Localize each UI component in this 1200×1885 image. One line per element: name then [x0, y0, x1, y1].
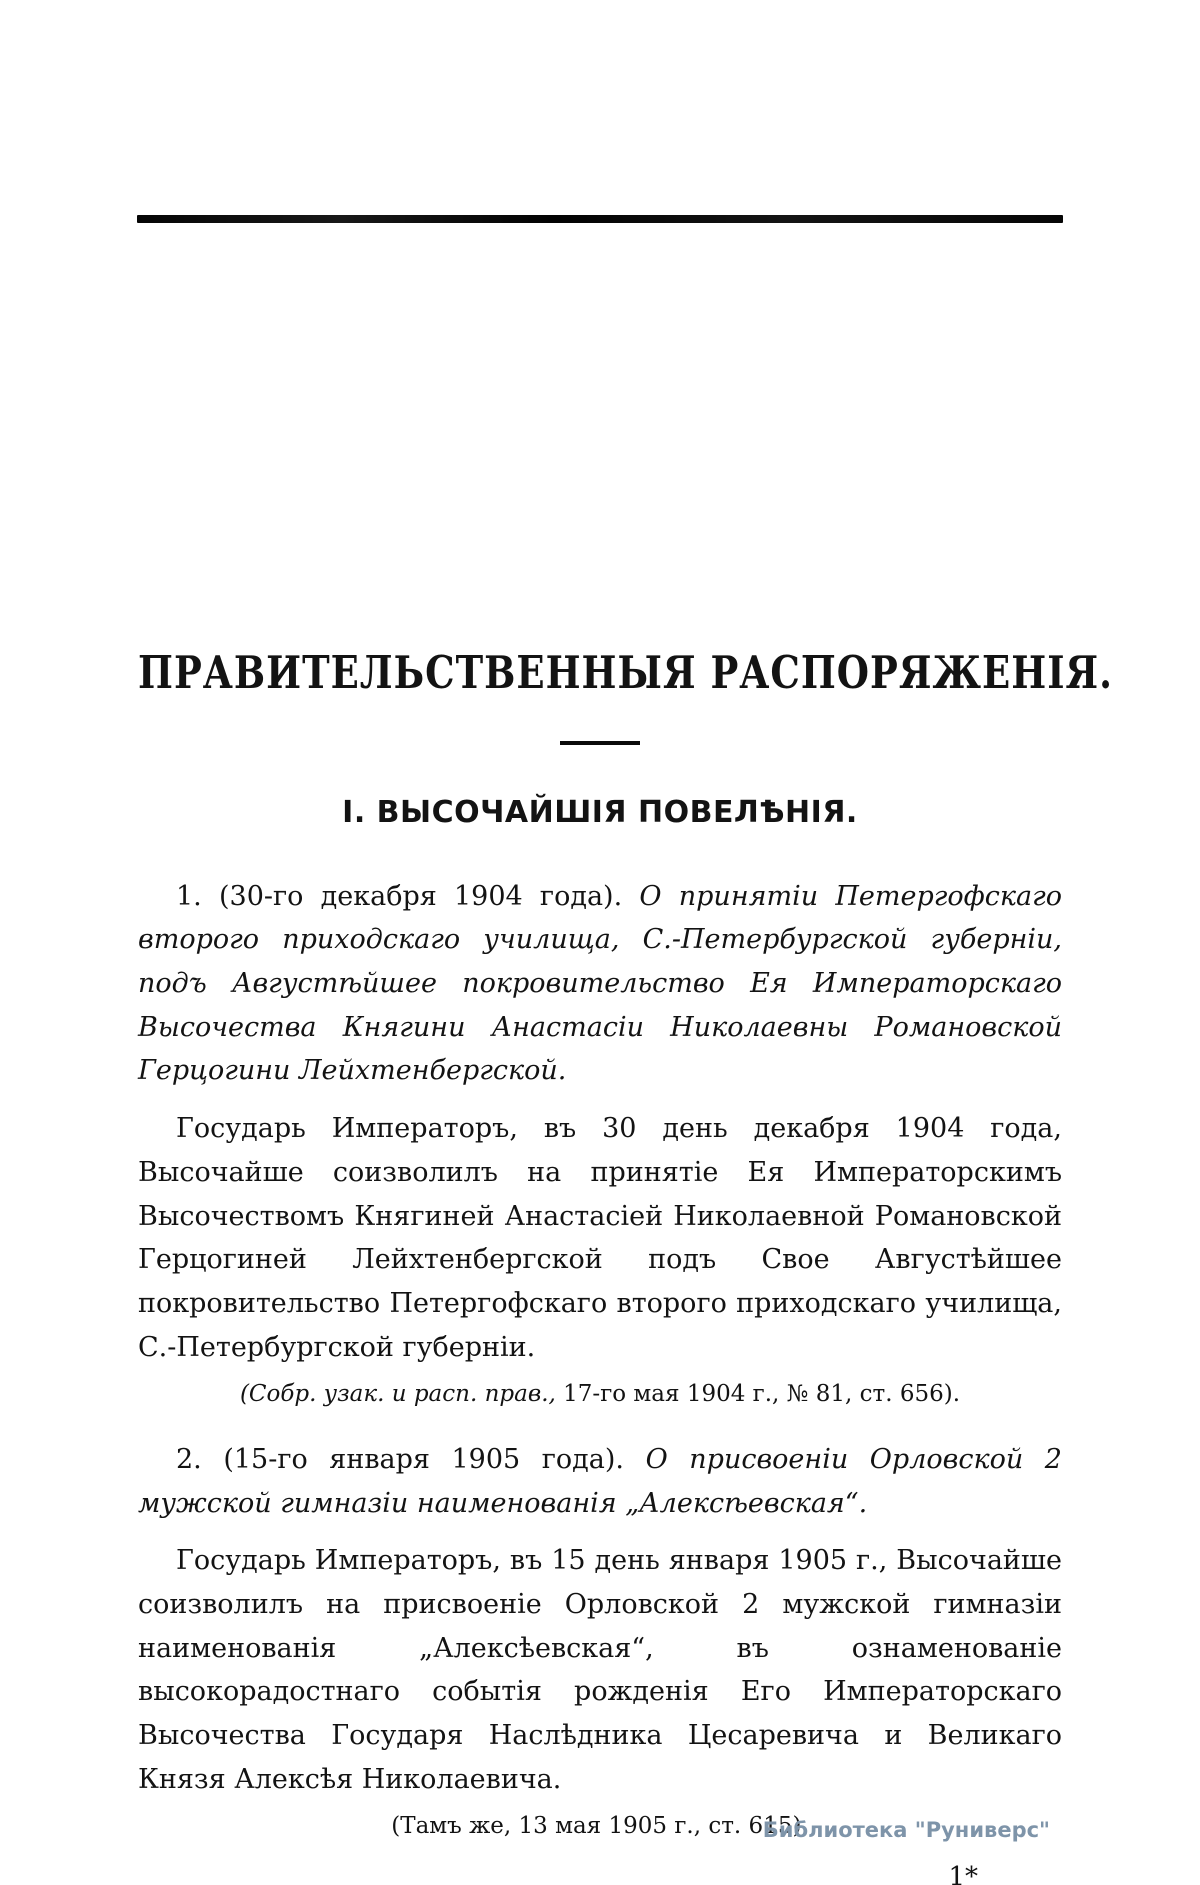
page-content: [138, 645, 1114, 1885]
decree-entry: [138, 875, 1062, 1410]
header-rule: [137, 215, 1063, 223]
title-divider: [560, 741, 640, 745]
citation-reference: (Тамъ же, 13 мая 1905 г., ст. 615).: [391, 1812, 809, 1839]
decree-entry: [138, 1438, 1062, 1842]
section-heading: І. ВЫСОЧАЙШІЯ ПОВЕЛѢНІЯ.: [342, 794, 858, 830]
page-title: ПРАВИТЕЛЬСТВЕННЫЯ РАСПОРЯЖЕНІЯ.: [138, 645, 1114, 699]
entry-citation: [138, 1378, 1062, 1410]
citation-source: (Собр. узак. и расп. прав.,: [239, 1380, 556, 1407]
page-signature-marker: 1*: [948, 1861, 978, 1885]
entry-heading: [138, 1438, 1062, 1525]
entry-title: О присвоеніи Орловской 2 мужской гимназіи наименованія „Алексѣевская“.: [138, 1443, 1062, 1519]
entry-number-date: 1. (30-го декабря 1904 года).: [176, 880, 623, 912]
citation-reference: 17-го мая 1904 г., № 81, ст. 656).: [555, 1380, 961, 1407]
entry-number-date: 2. (15-го января 1905 года).: [176, 1443, 625, 1475]
entry-body: Государь Императоръ, въ 30 день декабря 1904 года, Высочайше соизволилъ на принятіе Ея Императорскимъ Высочествомъ Княгиней Анастасіей Николаевной Романовской Герцогиней Лейхтенбергской подъ Свое Августѣйшее покровительство Петергофскаго второго приходскаго училища, С.-Петербургской губерніи.: [138, 1113, 1062, 1363]
entry-body: Государь Императоръ, въ 15 день января 1905 г., Высочайше соизволилъ на присвоеніе Орловской 2 мужской гимназіи наименованія „Алексѣевская“, въ ознаменованіе высокорадостнаго событія рожденія Его Императорскаго Высочества Государя Наслѣдника Цесаревича и Великаго Князя Алексѣя Николаевича.: [138, 1545, 1062, 1795]
entry-heading: [138, 875, 1062, 1094]
entry-title: О принятіи Петергофскаго второго приходскаго училища, С.-Петербургской губерніи, подъ Августѣйшее покровительство Ея Императорскаго Высочества Княгини Анастасіи Николаевны Романовской Герцогини Лейхтенбергской.: [138, 880, 1062, 1087]
runivers-library-watermark: Библиотека "Руниверс": [762, 1818, 1050, 1842]
